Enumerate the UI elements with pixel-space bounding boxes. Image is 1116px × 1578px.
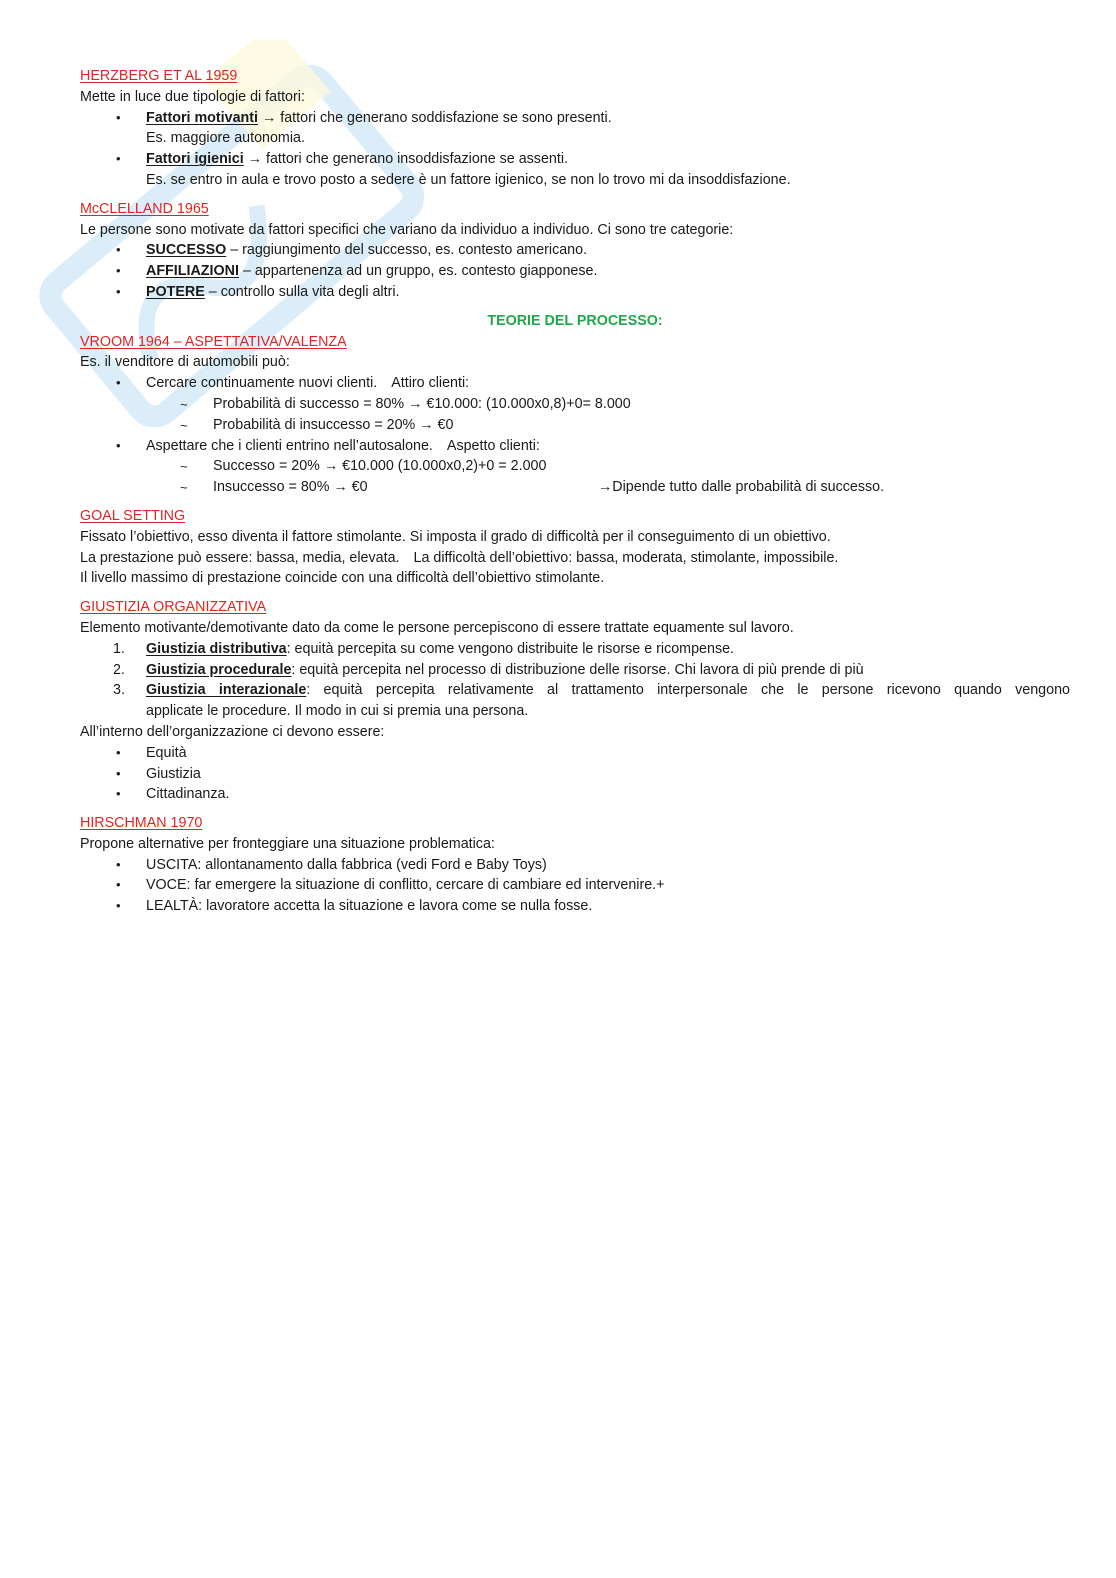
list-item <box>80 436 1070 457</box>
heading-vroom: VROOM 1964 – ASPETTATIVA/VALENZA <box>80 333 347 350</box>
tilde-bullet-icon: ~ <box>180 480 188 496</box>
bullet-icon: • <box>116 765 121 781</box>
list-item <box>80 261 1070 282</box>
list-item <box>80 415 1070 436</box>
arrow-icon: → <box>243 151 266 168</box>
list-item <box>80 108 1070 129</box>
term: AFFILIAZIONI <box>146 263 239 280</box>
bullet-icon: • <box>116 283 121 299</box>
list-item <box>80 896 1070 917</box>
giustizia-intro: Elemento motivante/demotivante dato da come le persone percepiscono di essere trattate equamente sul lavoro. <box>80 619 794 636</box>
hirschman-intro: Propone alternative per fronteggiare una situazione problematica: <box>80 835 495 852</box>
term: Fattori motivanti <box>146 109 258 126</box>
term: Giustizia distributiva <box>146 640 287 657</box>
sub-item-text: Insuccesso = 80% → €0 <box>213 479 368 496</box>
item-number: 2. <box>113 661 125 678</box>
definition: – appartenenza ad un gruppo, es. contesto giapponese. <box>238 263 598 280</box>
example-text: Es. maggiore autonomia. <box>146 130 305 147</box>
definition: : equità percepita nel processo di distribuzione delle risorse. Chi lavora di più prende di più <box>291 661 864 678</box>
bullet-icon: • <box>116 109 121 125</box>
list-item <box>80 240 1070 261</box>
list-item-text: VOCE: far emergere la situazione di conflitto, cercare di cambiare ed intervenire.+ <box>146 877 665 894</box>
bullet-icon: • <box>116 898 121 914</box>
item-number: 3. <box>113 682 125 699</box>
paragraph-fragment: La prestazione può essere: bassa, media, elevata. <box>80 549 400 566</box>
definition: : equità percepita su come vengono distribuite le risorse e ricompense. <box>286 640 735 657</box>
list-item-text: Giustizia <box>146 765 201 782</box>
list-item-text: Cittadinanza. <box>146 786 230 803</box>
list-item <box>80 680 1070 701</box>
paragraph-fragment: La difficoltà dell’obiettivo: bassa, moderata, stimolante, impossibile. <box>413 549 839 566</box>
list-item-text: Equità <box>146 744 187 761</box>
sub-item-text: Probabilità di insuccesso = 20% → €0 <box>213 416 454 433</box>
vroom-intro: Es. il venditore di automobili può: <box>80 354 290 371</box>
term: Fattori igienici <box>146 151 244 168</box>
bullet-icon: • <box>116 856 121 872</box>
giustizia-within: All’interno dell’organizzazione ci devono essere: <box>80 723 385 740</box>
list-item <box>80 784 1070 805</box>
option-tag: Aspetto clienti: <box>446 437 540 454</box>
list-item <box>80 639 1070 660</box>
bullet-icon: • <box>116 375 121 391</box>
list-item <box>80 282 1070 303</box>
bullet-icon: • <box>116 242 121 258</box>
bullet-icon: • <box>116 744 121 760</box>
term: Giustizia interazionale <box>146 682 307 699</box>
vroom-conclusion: →Dipende tutto dalle probabilità di successo. <box>598 479 885 496</box>
term: SUCCESSO <box>146 242 227 259</box>
herzberg-intro: Mette in luce due tipologie di fattori: <box>80 88 305 105</box>
bullet-icon: • <box>116 263 121 279</box>
section-title-process: TEORIE DEL PROCESSO: <box>487 312 663 329</box>
list-item <box>80 373 1070 394</box>
item-number: 1. <box>113 640 125 657</box>
definition: : equità percepita relativamente al trattamento interpersonale che le persone ricevono quando vengono <box>306 682 1070 699</box>
tilde-bullet-icon: ~ <box>180 459 188 475</box>
list-item <box>80 456 1070 477</box>
option-tag: Attiro clienti: <box>391 375 470 392</box>
definition: – raggiungimento del successo, es. contesto americano. <box>226 242 588 259</box>
example-text: Es. se entro in aula e trovo posto a sedere è un fattore igienico, se non lo trovo mi da insoddisfazione. <box>146 171 791 188</box>
option-label: Aspettare che i clienti entrino nell’autosalone. <box>146 437 433 454</box>
list-item <box>80 149 1070 170</box>
arrow-icon: → <box>258 109 281 126</box>
list-item-text: LEALTÀ: lavoratore accetta la situazione e lavora come se nulla fosse. <box>146 898 593 915</box>
bullet-icon: • <box>116 877 121 893</box>
list-item <box>80 394 1070 415</box>
mcclelland-intro: Le persone sono motivate da fattori specifici che variano da individuo a individuo. Ci sono tre categorie: <box>80 221 734 238</box>
tilde-bullet-icon: ~ <box>180 396 188 412</box>
list-item <box>80 764 1070 785</box>
definition: – controllo sulla vita degli altri. <box>204 283 400 300</box>
sub-item-text: Probabilità di successo = 80% → €10.000: (10.000x0,8)+0= 8.000 <box>213 395 631 412</box>
heading-goal-setting: GOAL SETTING <box>80 507 186 524</box>
paragraph-line: Il livello massimo di prestazione coincide con una difficoltà dell’obiettivo stimolante. <box>80 570 605 587</box>
definition-continuation: applicate le procedure. Il modo in cui si premia una persona. <box>146 703 529 720</box>
term: POTERE <box>146 283 205 300</box>
definition: fattori che generano soddisfazione se sono presenti. <box>280 109 612 126</box>
list-item-text: USCITA: allontanamento dalla fabbrica (vedi Ford e Baby Toys) <box>146 856 547 873</box>
tilde-bullet-icon: ~ <box>180 417 188 433</box>
term: Giustizia procedurale <box>146 661 292 678</box>
option-label: Cercare continuamente nuovi clienti. <box>146 375 378 392</box>
bullet-icon: • <box>116 151 121 167</box>
list-item <box>80 477 1070 498</box>
heading-giustizia: GIUSTIZIA ORGANIZZATIVA <box>80 599 267 616</box>
bullet-icon: • <box>116 786 121 802</box>
list-item <box>80 660 1070 681</box>
heading-hirschman: HIRSCHMAN 1970 <box>80 815 203 832</box>
document-page <box>80 66 1070 917</box>
sub-item-text: Successo = 20% → €10.000 (10.000x0,2)+0 = 2.000 <box>213 458 547 475</box>
list-item <box>80 875 1070 896</box>
paragraph-line: Fissato l’obiettivo, esso diventa il fattore stimolante. Si imposta il grado di difficoltà per il conseguimento di un obiettivo. <box>80 528 831 545</box>
list-item <box>80 743 1070 764</box>
heading-herzberg: HERZBERG ET AL 1959 <box>80 68 238 84</box>
list-item <box>80 855 1070 876</box>
paragraph-line <box>80 548 1070 569</box>
heading-mcclelland: McCLELLAND 1965 <box>80 200 209 217</box>
bullet-icon: • <box>116 437 121 453</box>
definition: fattori che generano insoddisfazione se assenti. <box>265 151 568 168</box>
